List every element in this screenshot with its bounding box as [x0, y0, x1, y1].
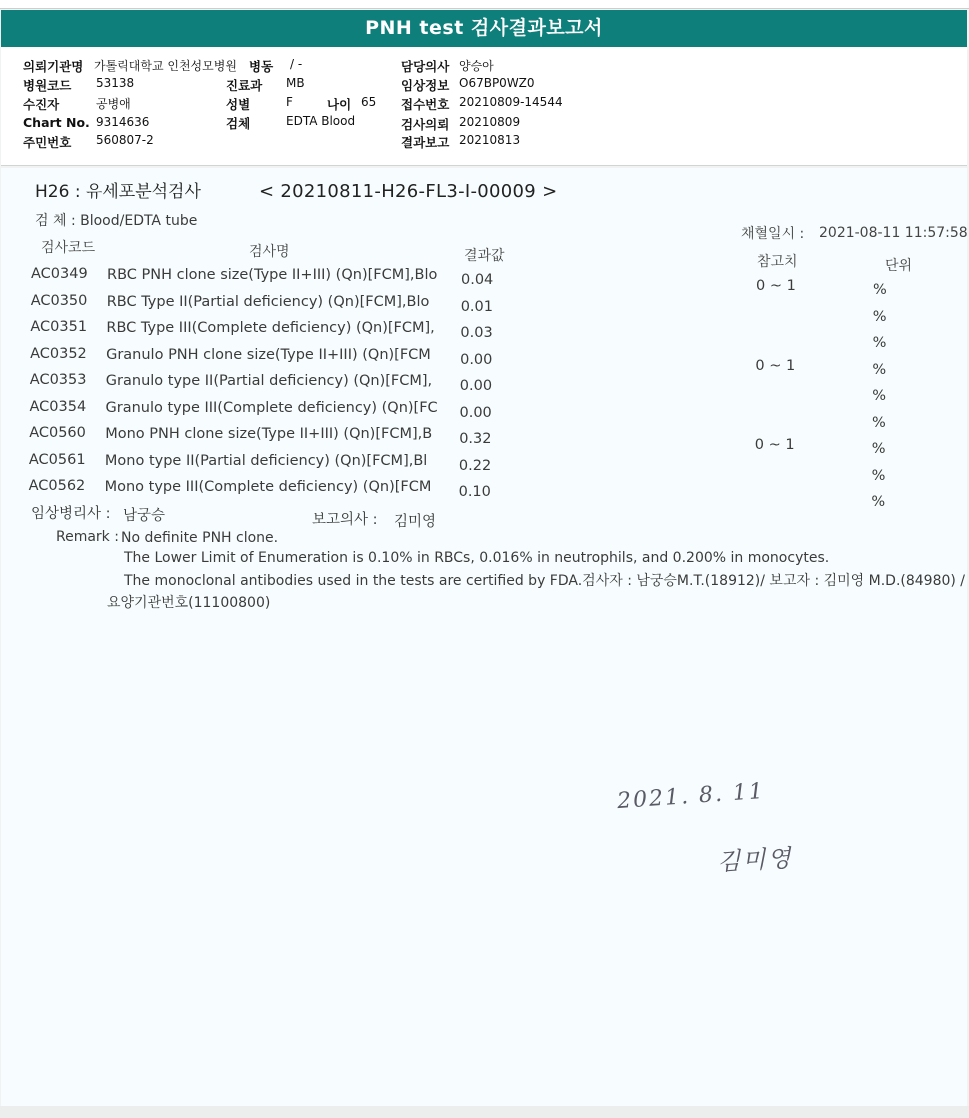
- row-unit: %: [872, 361, 887, 378]
- accession-number: < 20210811-H26-FL3-I-00009 >: [259, 181, 558, 202]
- test-request-value: 20210809: [459, 115, 521, 129]
- result-report-label: 결과보고: [401, 135, 450, 150]
- row-unit: %: [872, 414, 886, 431]
- row-unit: %: [871, 494, 886, 510]
- row-code: AC0560: [29, 425, 86, 441]
- row-test-name: Granulo PNH clone size(Type II+III) (Qn)[FCM: [106, 346, 431, 363]
- row-result: 0.03: [460, 325, 493, 341]
- column-header-unit: 단위: [885, 258, 913, 274]
- row-unit: %: [872, 308, 887, 325]
- reporting-doctor-label: 보고의사 :: [312, 512, 378, 528]
- row-test-name: Granulo type III(Complete deficiency) (Qn)[FC: [105, 399, 438, 416]
- row-test-name: Mono type II(Partial deficiency) (Qn)[FCM],Bl: [104, 452, 428, 469]
- remark-line-3: The monoclonal antibodies used in the tests are certified by FDA.검사자 : 남궁승M.T.(18912)/ 보고자 : 김미영 M.D.(84980) /: [124, 573, 966, 589]
- receipt-no-value: 20210809-14544: [459, 95, 563, 109]
- row-code: AC0561: [28, 451, 86, 468]
- column-header-result: 결과값: [464, 248, 505, 264]
- hospital-code-value: 53138: [96, 76, 135, 90]
- doctor-label: 담당의사: [401, 59, 450, 74]
- row-result: 0.22: [458, 457, 492, 474]
- row-code: AC0352: [30, 345, 87, 362]
- bottom-edge: [0, 1106, 969, 1118]
- sex-value: F: [286, 95, 293, 109]
- row-result: 0.00: [459, 404, 492, 421]
- scanned-report-body: [1, 168, 967, 1106]
- chart-no-value: 9314636: [96, 115, 150, 129]
- row-unit: %: [872, 388, 886, 404]
- age-label: 나이: [327, 97, 352, 112]
- row-unit: %: [871, 441, 886, 457]
- specimen-line: 검 체 : Blood/EDTA tube: [35, 213, 198, 229]
- pathologist-value: 남궁승: [123, 508, 166, 524]
- clinical-info-label: 임상정보: [401, 78, 450, 93]
- request-org-value: 가톨릭대학교 인천성모병원: [94, 59, 237, 73]
- column-header-name: 검사명: [249, 244, 290, 260]
- row-code: AC0562: [28, 478, 86, 494]
- pathologist-label: 임상병리사 :: [31, 506, 111, 522]
- row-result: 0.00: [460, 351, 493, 368]
- report-title: PNH test 검사결과보고서: [1, 10, 967, 47]
- column-header-code: 검사코드: [41, 240, 96, 256]
- row-test-name: Mono PNH clone size(Type II+III) (Qn)[FCM],B: [105, 426, 433, 442]
- row-code: AC0354: [29, 398, 87, 415]
- row-result: 0.10: [458, 484, 491, 500]
- handwritten-signature-date: 2021. 8. 11: [616, 778, 766, 815]
- row-reference: 0 ~ 1: [754, 437, 795, 453]
- row-unit: %: [872, 335, 887, 351]
- handwritten-signature-name: 김미영: [716, 844, 794, 876]
- row-test-name: Mono type III(Complete deficiency) (Qn)[FCM: [104, 479, 432, 495]
- chart-no-label: Chart No.: [23, 115, 90, 130]
- row-result: 0.04: [461, 272, 494, 288]
- row-test-name: RBC Type II(Partial deficiency) (Qn)[FCM],Blo: [106, 293, 430, 310]
- row-result: 0.32: [459, 431, 492, 447]
- test-request-label: 검사의뢰: [401, 117, 450, 132]
- remark-line-2: The Lower Limit of Enumeration is 0.10% in RBCs, 0.016% in neutrophils, and 0.200% in monocytes.: [124, 550, 830, 566]
- row-code: AC0349: [31, 266, 88, 282]
- section-title: H26 : 유세포분석검사: [35, 182, 201, 202]
- request-org-label: 의뢰기관명: [23, 59, 84, 74]
- specimen-value: EDTA Blood: [286, 114, 356, 128]
- row-test-name: Granulo type II(Partial deficiency) (Qn)[FCM],: [105, 373, 433, 389]
- row-test-name: RBC PNH clone size(Type II+III) (Qn)[FCM],Blo: [107, 267, 438, 283]
- dept-label: 진료과: [226, 78, 263, 93]
- dept-value: MB: [286, 76, 305, 90]
- ward-value: / -: [290, 57, 303, 71]
- patient-info-panel: [1, 47, 967, 166]
- doctor-value: 양승아: [459, 59, 494, 73]
- remark-line-4: 요양기관번호(11100800): [107, 595, 271, 611]
- resident-no-label: 주민번호: [23, 135, 72, 150]
- collection-label: 채혈일시 :: [741, 226, 805, 242]
- age-value: 65: [361, 95, 377, 109]
- row-test-name: RBC Type III(Complete deficiency) (Qn)[FCM],: [106, 320, 435, 336]
- row-unit: %: [873, 282, 887, 298]
- hospital-code-label: 병원코드: [23, 78, 72, 93]
- remark-line-1: No definite PNH clone.: [121, 530, 279, 546]
- sex-label: 성별: [226, 97, 251, 112]
- remark-label: Remark :: [56, 529, 119, 545]
- result-report-value: 20210813: [459, 133, 521, 147]
- collection-value: 2021-08-11 11:57:58: [819, 225, 968, 241]
- ward-label: 병동: [249, 59, 274, 74]
- patient-label: 수진자: [23, 97, 60, 112]
- row-unit: %: [871, 467, 886, 484]
- column-header-reference: 참고치: [757, 254, 798, 270]
- reporting-doctor-value: 김미영: [394, 514, 437, 530]
- window-top-edge: [0, 0, 969, 9]
- receipt-no-label: 접수번호: [401, 97, 450, 112]
- specimen-label: 검체: [226, 116, 251, 131]
- row-code: AC0353: [29, 372, 87, 388]
- resident-no-value: 560807-2: [96, 133, 154, 147]
- row-result: 0.00: [459, 378, 493, 394]
- row-code: AC0350: [30, 292, 88, 309]
- clinical-info-value: O67BP0WZ0: [459, 76, 535, 90]
- row-code: AC0351: [30, 319, 88, 335]
- patient-value: 공병애: [96, 97, 131, 111]
- row-reference: 0 ~ 1: [755, 357, 796, 374]
- row-result: 0.01: [460, 298, 493, 315]
- row-reference: 0 ~ 1: [756, 278, 796, 294]
